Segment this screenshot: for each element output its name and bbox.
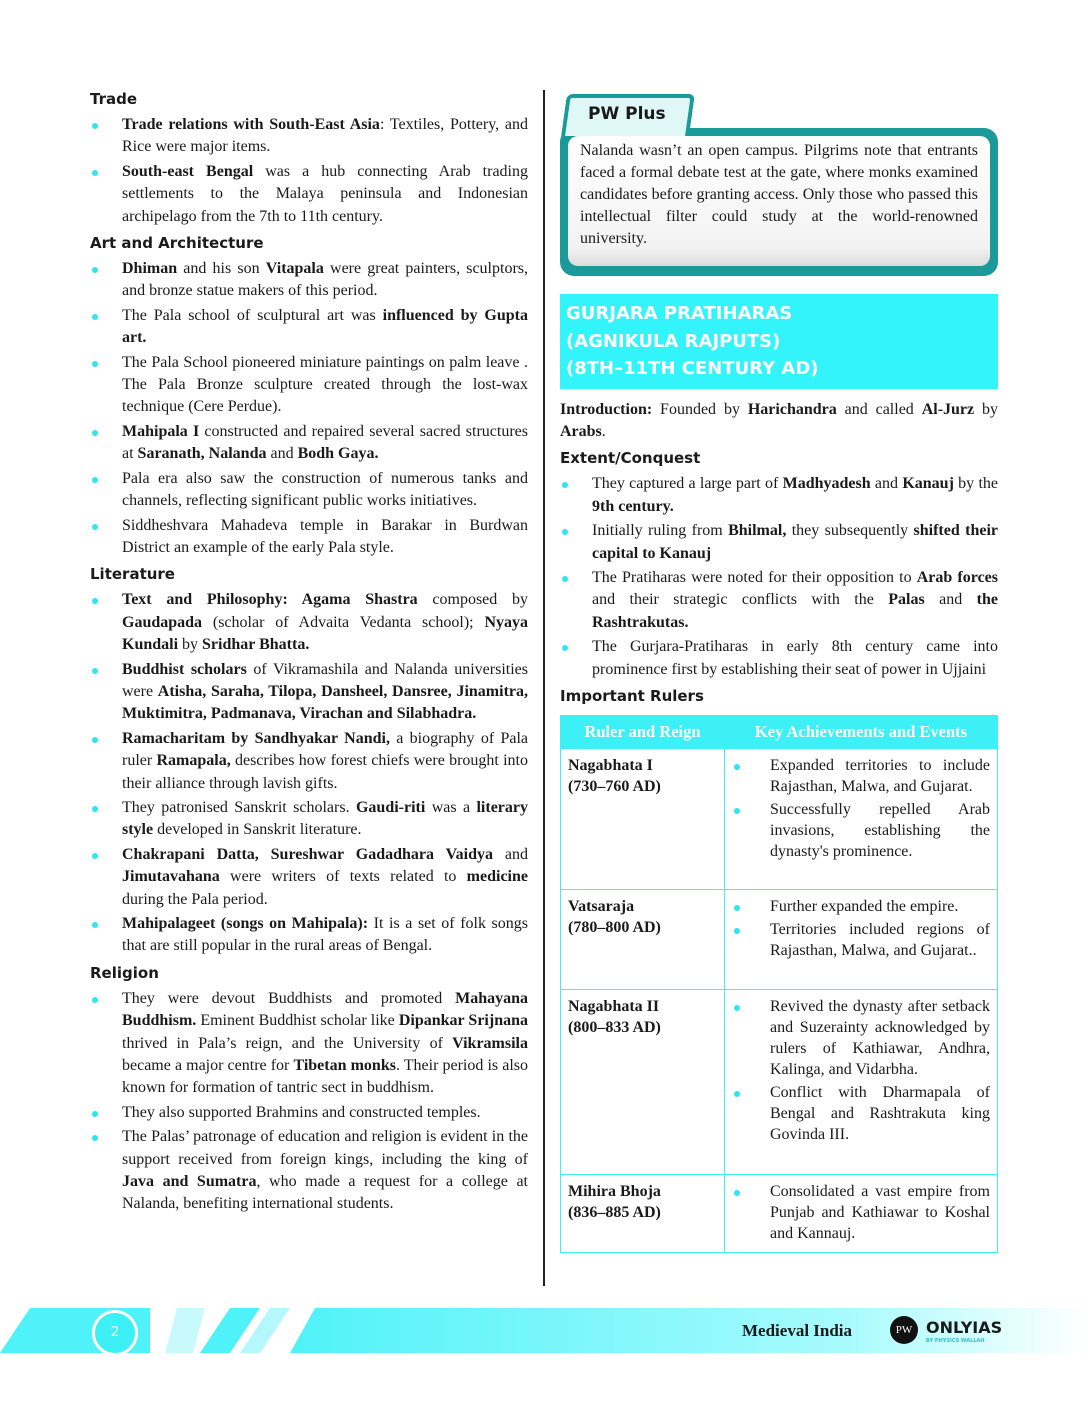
bullet-item — [90, 421, 528, 466]
text-run: They also supported Brahmins and constructed temples. — [122, 1103, 481, 1121]
text-run: they subsequently — [786, 522, 914, 540]
text-run: was a — [425, 798, 477, 816]
bullet-item — [90, 305, 528, 350]
extent-list — [560, 473, 998, 681]
ruler-name: Vatsaraja — [568, 897, 635, 915]
text-run: The Gurjara-Pratiharas in early 8th century came into prominence first by establishing their seat of power in Ujjaini — [592, 638, 998, 678]
bold-text-run: Arabs — [560, 422, 602, 440]
bold-text-run: Jimutavahana — [122, 868, 220, 886]
table-row — [561, 748, 998, 889]
text-run: and — [924, 591, 977, 609]
bold-text-run: Mahipala I — [122, 422, 200, 440]
text-run: Pala era also saw the construction of numerous tanks and channels, reflecting significant public works initiatives. — [122, 469, 528, 510]
bullet-item — [90, 515, 528, 560]
ruler-reign: (836–885 AD) — [568, 1203, 661, 1221]
bullet-item — [560, 520, 998, 565]
bullet-item: Revived the dynasty after setback and Suzerainty acknowledged by rulers of Kathiawar, Andhra, Kalinga, and Vidarbha. — [732, 996, 990, 1080]
heading-rulers: Important Rulers — [560, 686, 704, 705]
ruler-cell — [561, 889, 725, 989]
bullet-item — [90, 114, 528, 159]
page-number: 2 — [92, 1310, 138, 1356]
bullet-item — [90, 797, 528, 842]
heading-religion: Religion — [90, 963, 159, 982]
bold-text-run: Tibetan monks — [293, 1057, 396, 1075]
onlyias-logo-sub: BY PHYSICS WALLAH — [926, 1338, 985, 1344]
text-run: during the Pala period. — [122, 890, 268, 908]
bold-text-run: Dhiman — [122, 260, 178, 278]
religion-list — [90, 988, 528, 1216]
bullet-item — [90, 1102, 528, 1124]
pw-plus-text: Nalanda wasn’t an open campus. Pilgrims note that entrants faced a formal debate test at the gate, where monks examined candidates before granting access. Only those who passed this intellectual filter could study at the world-renowned university. — [568, 136, 990, 266]
text-run: were great painters, sculptors, and bronze statue makers of this period. — [122, 260, 528, 300]
left-column — [90, 86, 528, 1220]
bullet-item: Territories included regions of Rajasthan, Malwa, and Gujarat.. — [732, 919, 990, 961]
bullet-item — [90, 844, 528, 911]
bold-text-run: South-east Bengal — [122, 162, 254, 180]
bold-text-run: Text and Philosophy: Agama Shastra — [122, 591, 418, 609]
text-run: They were devout Buddhists and promoted — [122, 989, 456, 1007]
pw-plus-box — [560, 94, 998, 276]
text-run: thrived in Pala’s reign, and the University of — [122, 1034, 453, 1052]
text-run: and his son — [177, 260, 266, 278]
bold-text-run: Arab forces — [916, 568, 998, 586]
text-run: They captured a large part of — [592, 475, 783, 493]
bold-text-run: Nyaya Kundali — [122, 613, 528, 654]
bullet-item: Consolidated a vast empire from Punjab and Kathiawar to Koshal and Kannauj. — [732, 1181, 990, 1244]
ruler-name: Mihira Bhoja — [568, 1182, 661, 1200]
text-run: : Textiles, Pottery, and Rice were major items. — [122, 116, 528, 156]
section-title — [560, 294, 998, 389]
text-run: constructed and repaired several sacred structures at — [122, 422, 529, 463]
art-list — [90, 258, 528, 559]
achievements-list — [732, 1181, 990, 1244]
text-run: Founded by — [652, 400, 748, 418]
achievements-list — [732, 896, 990, 961]
bullet-item — [90, 161, 528, 228]
achievements-list — [732, 996, 990, 1145]
bullet-item — [90, 913, 528, 958]
text-run: The Palas’ patronage of education and religion is evident in the support received from foreign kings, including the king of — [122, 1128, 528, 1168]
bold-text-run: Bhilmal, — [728, 522, 787, 540]
text-run: describes how forest chiefs were brought into their alliance through lavish gifts. — [122, 752, 529, 792]
text-run: and called — [836, 400, 922, 418]
achievements-cell — [725, 889, 998, 989]
text-run: became a major centre for — [122, 1057, 294, 1075]
table-header: Ruler and Reign — [561, 715, 725, 748]
ruler-cell — [561, 989, 725, 1174]
text-run: The Pratiharas were noted for their opposition to — [592, 568, 917, 586]
ruler-cell — [561, 748, 725, 889]
achievements-cell — [725, 989, 998, 1174]
pw-plus-title: PW Plus — [588, 104, 666, 124]
text-run: . Their period is also known for formation of tantric sect in buddhism. — [122, 1057, 528, 1097]
text-run: by the — [953, 475, 999, 493]
heading-literature: Literature — [90, 565, 175, 584]
ruler-name: Nagabhata II — [568, 997, 660, 1015]
footer-title: Medieval India — [742, 1321, 853, 1340]
footer-stripe — [0, 1308, 80, 1353]
bold-text-run: Ramacharitam by Sandhyakar Nandi, — [122, 729, 390, 747]
bold-text-run: Kanauj — [902, 475, 954, 493]
bold-text-run: Trade relations with South-East Asia — [122, 116, 380, 133]
text-run: , who made a request for a college at Nalanda, benefiting international students. — [122, 1173, 528, 1213]
bold-text-run: Mahayana Buddhism. — [122, 989, 528, 1030]
ruler-cell — [561, 1174, 725, 1252]
text-run: by — [178, 636, 203, 654]
bold-text-run: Atisha, Saraha, Tilopa, Dansheel, Dansree, Jinamitra, Muktimitra, Padmanava, Virachan and Silabhadra. — [122, 682, 529, 723]
bold-text-run: the Rashtrakutas. — [592, 591, 998, 631]
achievements-cell — [725, 748, 998, 889]
pw-logo-icon: PW — [890, 1316, 918, 1344]
achievements-list — [732, 755, 990, 862]
bullet-item: Further expanded the empire. — [732, 896, 990, 917]
bullet-item — [90, 258, 528, 303]
bold-text-run: Sridhar Bhatta. — [202, 636, 310, 654]
column-divider — [543, 90, 545, 1286]
right-column — [560, 90, 998, 1253]
bullet-item — [90, 659, 528, 726]
text-run: The Pala School pioneered miniature paintings on palm leave . The Pala Bronze sculpture created through the lost-wax technique (Cere Perdue). — [122, 353, 528, 416]
bullet-item — [90, 468, 528, 513]
bold-text-run: literary style — [122, 798, 528, 839]
bold-text-run: Vikramsila — [452, 1034, 528, 1052]
table-row — [561, 989, 998, 1174]
bold-text-run: influenced by Gupta art. — [122, 306, 528, 347]
text-run: were writers of texts related to — [219, 868, 467, 886]
text-run: and their strategic conflicts with the — [592, 591, 889, 609]
bullet-item: Conflict with Dharmapala of Bengal and Rashtrakuta king Govinda III. — [732, 1082, 990, 1145]
text-run: composed by — [417, 591, 529, 609]
bullet-item — [90, 1126, 528, 1216]
text-run: and — [493, 845, 528, 863]
ruler-name: Nagabhata I — [568, 756, 653, 774]
bold-text-run: Mahipalageet (songs on Mahipala): — [122, 915, 369, 932]
bold-text-run: shifted their capital to Kanauj — [592, 522, 999, 562]
literature-list — [90, 589, 528, 958]
introduction-paragraph — [560, 399, 998, 444]
text-run: by — [974, 400, 999, 418]
bullet-item — [90, 352, 528, 419]
heading-extent: Extent/Conquest — [560, 449, 701, 468]
bold-text-run: Palas — [888, 591, 925, 609]
bold-text-run: Saranath, Nalanda — [137, 445, 267, 463]
bold-text-run: Harichandra — [747, 400, 837, 418]
text-run: Initially ruling from — [592, 522, 729, 540]
achievements-cell — [725, 1174, 998, 1252]
bold-text-run: 9th century. — [592, 497, 674, 515]
bullet-item — [90, 988, 528, 1100]
table-row — [561, 1174, 998, 1252]
text-run: and — [266, 445, 298, 463]
text-run: and — [870, 475, 903, 493]
bullet-item — [90, 589, 528, 656]
text-run: They patronised Sanskrit scholars. — [122, 798, 356, 816]
table-header: Key Achievements and Events — [725, 715, 998, 748]
text-run: Siddheshvara Mahadeva temple in Barakar in Burdwan District an example of the early Pala style. — [122, 516, 528, 556]
bold-text-run: Introduction: — [560, 400, 653, 418]
bold-text-run: Gaudapada — [122, 613, 203, 631]
table-row — [561, 889, 998, 989]
text-run: . — [601, 422, 606, 440]
bullet-item — [560, 473, 998, 518]
text-run: Eminent Buddhist scholar like — [196, 1012, 399, 1030]
bullet-item — [90, 728, 528, 795]
bold-text-run: Vitapala — [265, 260, 324, 278]
bold-text-run: Bodh Gaya. — [297, 445, 379, 463]
trade-list — [90, 114, 528, 228]
text-run: It is a set of folk songs that are still popular in the rural areas of Bengal. — [122, 915, 528, 955]
text-run: of Vikramashila and Nalanda universities were — [122, 660, 528, 700]
bullet-item — [560, 567, 998, 634]
heading-art: Art and Architecture — [90, 234, 264, 253]
bullet-item: Expanded territories to include Rajasthan, Malwa, and Gujarat. — [732, 755, 990, 797]
section-title-line: (AGNIKULA RAJPUTS) — [566, 330, 781, 352]
rulers-table — [560, 715, 998, 1253]
bold-text-run: Madhyadesh — [782, 475, 871, 493]
footer — [0, 1308, 1088, 1353]
bold-text-run: Buddhist scholars — [122, 660, 247, 678]
text-run: (scholar of Advaita Vedanta school); — [202, 613, 485, 631]
bold-text-run: Ramapala, — [156, 752, 231, 770]
bold-text-run: medicine — [466, 868, 528, 886]
section-title-line: GURJARA PRATIHARAS — [566, 303, 793, 324]
text-run: was a hub connecting Arab trading settlements to the Malaya peninsula and Indonesian archipelago from the 7th to 11th century. — [122, 162, 529, 225]
bullet-item: Successfully repelled Arab invasions, establishing the dynasty's prominence. — [732, 799, 990, 862]
text-run: a biography of Pala ruler — [122, 729, 528, 770]
text-run: developed in Sanskrit literature. — [153, 821, 362, 839]
bold-text-run: Java and Sumatra — [122, 1173, 257, 1191]
heading-trade: Trade — [90, 90, 138, 108]
pw-plus-frame — [560, 128, 998, 276]
ruler-reign: (730–760 AD) — [568, 777, 661, 795]
text-run: The Pala school of sculptural art was — [122, 306, 383, 324]
footer-stripe — [165, 1308, 205, 1353]
bold-text-run: Al-Jurz — [921, 400, 975, 418]
bold-text-run: Dipankar Srijnana — [398, 1012, 528, 1030]
bullet-item — [560, 636, 998, 681]
bold-text-run: Chakrapani Datta, Sureshwar Gadadhara Vaidya — [122, 845, 494, 863]
section-title-line: (8TH–11TH CENTURY AD) — [566, 358, 819, 379]
bold-text-run: Gaudi-riti — [355, 798, 426, 816]
ruler-reign: (780–800 AD) — [568, 918, 661, 936]
ruler-reign: (800–833 AD) — [568, 1018, 661, 1036]
onlyias-logo: ONLYIAS — [926, 1318, 1003, 1337]
